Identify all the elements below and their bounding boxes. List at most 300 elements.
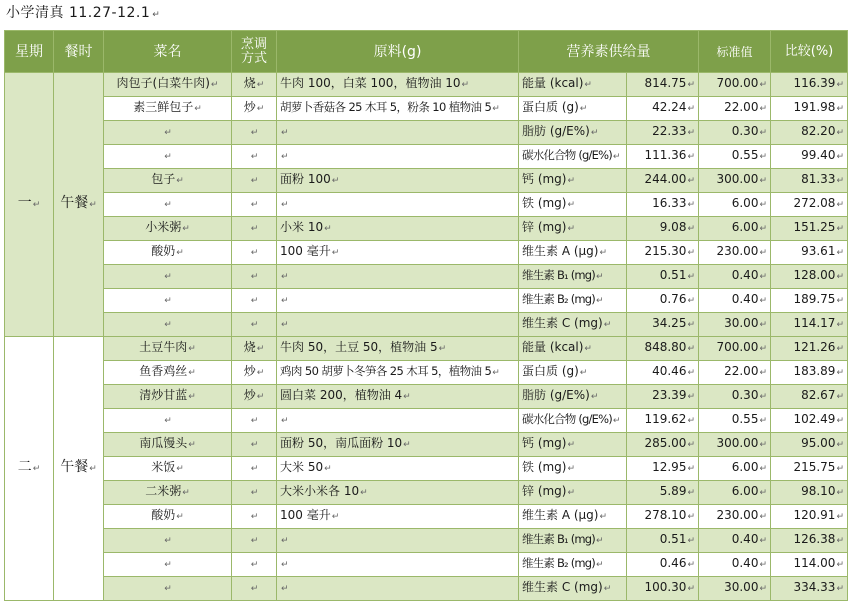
paragraph-mark-icon: ↵ xyxy=(567,488,576,498)
table-row xyxy=(5,121,848,145)
dish-cell: 素三鲜包子↵ xyxy=(104,97,232,121)
paragraph-mark-icon: ↵ xyxy=(250,536,259,546)
paragraph-mark-icon: ↵ xyxy=(281,296,289,306)
nutrient-cell: 碳水化合物 (g/E%)↵ xyxy=(519,409,627,433)
paragraph-mark-icon: ↵ xyxy=(759,200,767,210)
supply-cell: 5.89↵ xyxy=(627,481,699,505)
paragraph-mark-icon: ↵ xyxy=(836,152,844,162)
ingredients-cell: 鸡肉 50 胡萝卜冬笋各 25 木耳 5，植物油 5↵ xyxy=(277,361,519,385)
supply-cell: 40.46↵ xyxy=(627,361,699,385)
paragraph-mark-icon: ↵ xyxy=(188,344,196,354)
table-row xyxy=(5,337,848,361)
paragraph-mark-icon: ↵ xyxy=(281,200,289,210)
nutrient-cell: 维生素 B₂ (mg)↵ xyxy=(519,553,627,577)
paragraph-mark-icon: ↵ xyxy=(687,560,695,570)
ingredients-cell xyxy=(277,145,519,169)
dish-cell xyxy=(104,313,232,337)
supply-cell: 22.33↵ xyxy=(627,121,699,145)
ingredients-cell xyxy=(277,553,519,577)
day-cell: 二↵ xyxy=(5,337,54,601)
paragraph-mark-icon: ↵ xyxy=(567,200,576,210)
ratio-cell: 102.49↵ xyxy=(771,409,848,433)
method-cell xyxy=(232,193,277,217)
paragraph-mark-icon: ↵ xyxy=(182,488,190,498)
table-row xyxy=(5,409,848,433)
method-cell xyxy=(232,121,277,145)
document-title xyxy=(6,2,160,24)
table-row xyxy=(5,241,848,265)
ratio-cell: 189.75↵ xyxy=(771,289,848,313)
paragraph-mark-icon: ↵ xyxy=(759,152,767,162)
paragraph-mark-icon: ↵ xyxy=(256,344,265,354)
paragraph-mark-icon: ↵ xyxy=(360,488,368,498)
paragraph-mark-icon: ↵ xyxy=(492,104,500,114)
table-row xyxy=(5,313,848,337)
dish-cell xyxy=(104,529,232,553)
paragraph-mark-icon: ↵ xyxy=(176,464,184,474)
document-title-text: 小学清真 11.27-12.1 xyxy=(6,5,151,21)
paragraph-mark-icon: ↵ xyxy=(438,344,447,354)
ingredients-cell xyxy=(277,577,519,601)
dish-cell: 土豆牛肉↵ xyxy=(104,337,232,361)
paragraph-mark-icon: ↵ xyxy=(250,200,259,210)
ratio-cell: 81.33↵ xyxy=(771,169,848,193)
paragraph-mark-icon: ↵ xyxy=(759,368,767,378)
paragraph-mark-icon: ↵ xyxy=(759,464,767,474)
standard-cell: 6.00↵ xyxy=(699,481,771,505)
method-cell xyxy=(232,313,277,337)
paragraph-mark-icon: ↵ xyxy=(281,536,289,546)
supply-cell: 0.51↵ xyxy=(627,529,699,553)
paragraph-mark-icon: ↵ xyxy=(687,176,695,186)
day-cell: 一↵ xyxy=(5,73,54,337)
paragraph-mark-icon: ↵ xyxy=(281,320,289,330)
paragraph-mark-icon: ↵ xyxy=(281,128,289,138)
table-row xyxy=(5,97,848,121)
dish-cell: 清炒甘蓝↵ xyxy=(104,385,232,409)
paragraph-mark-icon: ↵ xyxy=(759,176,767,186)
method-cell xyxy=(232,289,277,313)
paragraph-mark-icon: ↵ xyxy=(250,272,259,282)
standard-cell: 230.00↵ xyxy=(699,241,771,265)
paragraph-mark-icon: ↵ xyxy=(590,128,599,138)
paragraph-mark-icon: ↵ xyxy=(250,320,259,330)
paragraph-mark-icon: ↵ xyxy=(687,416,695,426)
meal-cell: 午餐↵ xyxy=(54,73,104,337)
standard-cell: 0.40↵ xyxy=(699,265,771,289)
standard-cell: 300.00↵ xyxy=(699,433,771,457)
paragraph-mark-icon: ↵ xyxy=(836,296,844,306)
paragraph-mark-icon: ↵ xyxy=(164,560,172,570)
supply-cell: 0.51↵ xyxy=(627,265,699,289)
ratio-cell: 191.98↵ xyxy=(771,97,848,121)
paragraph-mark-icon: ↵ xyxy=(759,128,767,138)
ingredients-cell: 面粉 50，南瓜面粉 10↵ xyxy=(277,433,519,457)
method-cell xyxy=(232,265,277,289)
paragraph-mark-icon: ↵ xyxy=(759,320,767,330)
paragraph-mark-icon: ↵ xyxy=(256,368,265,378)
paragraph-mark-icon: ↵ xyxy=(250,440,259,450)
paragraph-mark-icon: ↵ xyxy=(687,584,695,594)
paragraph-mark-icon: ↵ xyxy=(331,176,340,186)
paragraph-mark-icon: ↵ xyxy=(250,488,259,498)
table-row xyxy=(5,457,848,481)
ingredients-cell xyxy=(277,265,519,289)
paragraph-mark-icon: ↵ xyxy=(687,368,695,378)
ingredients-cell: 胡萝卜香菇各 25 木耳 5，粉条 10 植物油 5↵ xyxy=(277,97,519,121)
paragraph-mark-icon: ↵ xyxy=(152,10,161,20)
method-cell: 烧↵ xyxy=(232,337,277,361)
supply-cell: 215.30↵ xyxy=(627,241,699,265)
paragraph-mark-icon: ↵ xyxy=(759,392,767,402)
header-row xyxy=(5,31,848,73)
supply-cell: 278.10↵ xyxy=(627,505,699,529)
paragraph-mark-icon: ↵ xyxy=(687,344,695,354)
paragraph-mark-icon: ↵ xyxy=(687,488,695,498)
ratio-cell: 98.10↵ xyxy=(771,481,848,505)
ratio-cell: 114.17↵ xyxy=(771,313,848,337)
ratio-cell: 126.38↵ xyxy=(771,529,848,553)
ratio-cell: 121.26↵ xyxy=(771,337,848,361)
nutrient-cell: 脂肪 (g/E%)↵ xyxy=(519,121,627,145)
paragraph-mark-icon: ↵ xyxy=(164,200,172,210)
paragraph-mark-icon: ↵ xyxy=(612,152,620,162)
nutrient-cell: 钙 (mg)↵ xyxy=(519,433,627,457)
standard-cell: 6.00↵ xyxy=(699,457,771,481)
paragraph-mark-icon: ↵ xyxy=(596,272,603,282)
paragraph-mark-icon: ↵ xyxy=(281,272,289,282)
paragraph-mark-icon: ↵ xyxy=(176,248,184,258)
nutrient-cell: 维生素 B₁ (mg)↵ xyxy=(519,265,627,289)
supply-cell: 244.00↵ xyxy=(627,169,699,193)
paragraph-mark-icon: ↵ xyxy=(256,80,265,90)
paragraph-mark-icon: ↵ xyxy=(836,488,844,498)
paragraph-mark-icon: ↵ xyxy=(687,464,695,474)
table-body xyxy=(5,73,848,601)
ratio-cell: 272.08↵ xyxy=(771,193,848,217)
paragraph-mark-icon: ↵ xyxy=(567,176,576,186)
paragraph-mark-icon: ↵ xyxy=(164,416,172,426)
paragraph-mark-icon: ↵ xyxy=(687,272,695,282)
ingredients-cell: 100 毫升↵ xyxy=(277,505,519,529)
standard-cell: 300.00↵ xyxy=(699,169,771,193)
dish-cell xyxy=(104,121,232,145)
paragraph-mark-icon: ↵ xyxy=(176,512,184,522)
supply-cell: 111.36↵ xyxy=(627,145,699,169)
header-standard: 标准值 xyxy=(699,31,771,73)
paragraph-mark-icon: ↵ xyxy=(567,440,576,450)
paragraph-mark-icon: ↵ xyxy=(250,224,259,234)
nutrient-cell: 能量 (kcal)↵ xyxy=(519,337,627,361)
ratio-cell: 82.67↵ xyxy=(771,385,848,409)
standard-cell: 0.40↵ xyxy=(699,553,771,577)
paragraph-mark-icon: ↵ xyxy=(759,488,767,498)
method-cell xyxy=(232,481,277,505)
paragraph-mark-icon: ↵ xyxy=(164,296,172,306)
supply-cell: 814.75↵ xyxy=(627,73,699,97)
method-cell xyxy=(232,217,277,241)
ratio-cell: 215.75↵ xyxy=(771,457,848,481)
ingredients-cell: 100 毫升↵ xyxy=(277,241,519,265)
supply-cell: 9.08↵ xyxy=(627,217,699,241)
nutrient-cell: 维生素 A (μg)↵ xyxy=(519,241,627,265)
paragraph-mark-icon: ↵ xyxy=(836,584,844,594)
dish-cell xyxy=(104,553,232,577)
standard-cell: 0.40↵ xyxy=(699,529,771,553)
paragraph-mark-icon: ↵ xyxy=(567,464,576,474)
ingredients-cell xyxy=(277,409,519,433)
standard-cell: 6.00↵ xyxy=(699,193,771,217)
paragraph-mark-icon: ↵ xyxy=(687,296,695,306)
ingredients-cell: 小米 10↵ xyxy=(277,217,519,241)
paragraph-mark-icon: ↵ xyxy=(164,128,172,138)
paragraph-mark-icon: ↵ xyxy=(164,536,172,546)
header-nutrient: 营养素供给量 xyxy=(519,31,699,73)
paragraph-mark-icon: ↵ xyxy=(687,536,695,546)
paragraph-mark-icon: ↵ xyxy=(250,296,259,306)
paragraph-mark-icon: ↵ xyxy=(331,512,340,522)
ratio-cell: 120.91↵ xyxy=(771,505,848,529)
ingredients-cell: 大米 50↵ xyxy=(277,457,519,481)
supply-cell: 119.62↵ xyxy=(627,409,699,433)
header-ratio: 比较(%) xyxy=(771,31,848,73)
table-row xyxy=(5,553,848,577)
paragraph-mark-icon: ↵ xyxy=(759,440,767,450)
nutrient-cell: 能量 (kcal)↵ xyxy=(519,73,627,97)
paragraph-mark-icon: ↵ xyxy=(331,248,340,258)
nutrient-cell: 维生素 A (μg)↵ xyxy=(519,505,627,529)
paragraph-mark-icon: ↵ xyxy=(836,224,844,234)
nutrient-cell: 铁 (mg)↵ xyxy=(519,193,627,217)
method-cell xyxy=(232,505,277,529)
dish-cell: 米饭↵ xyxy=(104,457,232,481)
nutrient-cell: 铁 (mg)↵ xyxy=(519,457,627,481)
ratio-cell: 95.00↵ xyxy=(771,433,848,457)
table-row xyxy=(5,289,848,313)
paragraph-mark-icon: ↵ xyxy=(461,80,470,90)
standard-cell: 0.30↵ xyxy=(699,385,771,409)
ratio-cell: 116.39↵ xyxy=(771,73,848,97)
paragraph-mark-icon: ↵ xyxy=(836,80,844,90)
nutrient-cell: 脂肪 (g/E%)↵ xyxy=(519,385,627,409)
paragraph-mark-icon: ↵ xyxy=(579,104,588,114)
paragraph-mark-icon: ↵ xyxy=(836,512,844,522)
ratio-cell: 128.00↵ xyxy=(771,265,848,289)
paragraph-mark-icon: ↵ xyxy=(164,152,172,162)
ratio-cell: 183.89↵ xyxy=(771,361,848,385)
standard-cell: 6.00↵ xyxy=(699,217,771,241)
supply-cell: 848.80↵ xyxy=(627,337,699,361)
nutrient-cell: 蛋白质 (g)↵ xyxy=(519,97,627,121)
method-cell xyxy=(232,577,277,601)
paragraph-mark-icon: ↵ xyxy=(759,296,767,306)
paragraph-mark-icon: ↵ xyxy=(210,80,219,90)
table-row xyxy=(5,265,848,289)
paragraph-mark-icon: ↵ xyxy=(281,584,289,594)
standard-cell: 700.00↵ xyxy=(699,337,771,361)
ingredients-cell: 圆白菜 200，植物油 4↵ xyxy=(277,385,519,409)
paragraph-mark-icon: ↵ xyxy=(599,512,608,522)
paragraph-mark-icon: ↵ xyxy=(836,560,844,570)
header-method: 烹调方式 xyxy=(232,31,277,73)
paragraph-mark-icon: ↵ xyxy=(596,296,603,306)
ingredients-cell xyxy=(277,121,519,145)
paragraph-mark-icon: ↵ xyxy=(687,440,695,450)
dish-cell xyxy=(104,577,232,601)
paragraph-mark-icon: ↵ xyxy=(687,200,695,210)
method-cell: 炒↵ xyxy=(232,385,277,409)
table-row xyxy=(5,577,848,601)
paragraph-mark-icon: ↵ xyxy=(281,416,289,426)
table-row xyxy=(5,481,848,505)
ingredients-cell: 大米小米各 10↵ xyxy=(277,481,519,505)
standard-cell: 30.00↵ xyxy=(699,313,771,337)
method-cell: 炒↵ xyxy=(232,97,277,121)
supply-cell: 23.39↵ xyxy=(627,385,699,409)
supply-cell: 16.33↵ xyxy=(627,193,699,217)
paragraph-mark-icon: ↵ xyxy=(584,80,592,90)
supply-cell: 34.25↵ xyxy=(627,313,699,337)
table-row xyxy=(5,385,848,409)
standard-cell: 0.55↵ xyxy=(699,145,771,169)
header-meal: 餐时 xyxy=(54,31,104,73)
nutrient-cell: 碳水化合物 (g/E%)↵ xyxy=(519,145,627,169)
paragraph-mark-icon: ↵ xyxy=(836,536,844,546)
paragraph-mark-icon: ↵ xyxy=(759,416,767,426)
dish-cell xyxy=(104,193,232,217)
dish-cell xyxy=(104,289,232,313)
paragraph-mark-icon: ↵ xyxy=(759,104,767,114)
paragraph-mark-icon: ↵ xyxy=(403,392,411,402)
ingredients-cell: 面粉 100↵ xyxy=(277,169,519,193)
paragraph-mark-icon: ↵ xyxy=(759,80,767,90)
table-row xyxy=(5,73,848,97)
table-row xyxy=(5,217,848,241)
paragraph-mark-icon: ↵ xyxy=(188,392,196,402)
paragraph-mark-icon: ↵ xyxy=(250,416,259,426)
method-cell xyxy=(232,409,277,433)
paragraph-mark-icon: ↵ xyxy=(836,200,844,210)
nutrient-cell: 钙 (mg)↵ xyxy=(519,169,627,193)
nutrient-cell: 锌 (mg)↵ xyxy=(519,481,627,505)
ratio-cell: 114.00↵ xyxy=(771,553,848,577)
paragraph-mark-icon: ↵ xyxy=(599,248,608,258)
ingredients-cell xyxy=(277,289,519,313)
ratio-cell: 334.33↵ xyxy=(771,577,848,601)
paragraph-mark-icon: ↵ xyxy=(164,584,172,594)
nutrient-cell: 蛋白质 (g)↵ xyxy=(519,361,627,385)
menu-nutrition-table xyxy=(4,30,848,601)
paragraph-mark-icon: ↵ xyxy=(687,128,695,138)
paragraph-mark-icon: ↵ xyxy=(567,224,576,234)
paragraph-mark-icon: ↵ xyxy=(182,224,190,234)
header-dish: 菜名 xyxy=(104,31,232,73)
ingredients-cell xyxy=(277,313,519,337)
table-row xyxy=(5,169,848,193)
ingredients-cell: 牛肉 50，土豆 50，植物油 5↵ xyxy=(277,337,519,361)
supply-cell: 285.00↵ xyxy=(627,433,699,457)
method-cell xyxy=(232,145,277,169)
header-day: 星期 xyxy=(5,31,54,73)
table-header xyxy=(5,31,848,73)
table-row xyxy=(5,145,848,169)
supply-cell: 100.30↵ xyxy=(627,577,699,601)
paragraph-mark-icon: ↵ xyxy=(492,368,500,378)
paragraph-mark-icon: ↵ xyxy=(324,224,332,234)
paragraph-mark-icon: ↵ xyxy=(250,560,259,570)
dish-cell: 二米粥↵ xyxy=(104,481,232,505)
paragraph-mark-icon: ↵ xyxy=(596,560,603,570)
table-row xyxy=(5,361,848,385)
ratio-cell: 93.61↵ xyxy=(771,241,848,265)
header-ingredients: 原料(g) xyxy=(277,31,519,73)
nutrient-cell: 锌 (mg)↵ xyxy=(519,217,627,241)
paragraph-mark-icon: ↵ xyxy=(759,512,767,522)
paragraph-mark-icon: ↵ xyxy=(250,464,259,474)
paragraph-mark-icon: ↵ xyxy=(324,464,332,474)
dish-cell: 南瓜馒头↵ xyxy=(104,433,232,457)
ingredients-cell xyxy=(277,193,519,217)
paragraph-mark-icon: ↵ xyxy=(603,584,612,594)
paragraph-mark-icon: ↵ xyxy=(836,416,844,426)
nutrient-cell: 维生素 C (mg)↵ xyxy=(519,577,627,601)
paragraph-mark-icon: ↵ xyxy=(164,272,172,282)
ratio-cell: 82.20↵ xyxy=(771,121,848,145)
nutrient-cell: 维生素 C (mg)↵ xyxy=(519,313,627,337)
method-cell xyxy=(232,529,277,553)
dish-cell: 小米粥↵ xyxy=(104,217,232,241)
paragraph-mark-icon: ↵ xyxy=(250,128,259,138)
supply-cell: 12.95↵ xyxy=(627,457,699,481)
paragraph-mark-icon: ↵ xyxy=(836,320,844,330)
paragraph-mark-icon: ↵ xyxy=(32,200,41,210)
paragraph-mark-icon: ↵ xyxy=(256,392,265,402)
paragraph-mark-icon: ↵ xyxy=(687,80,695,90)
paragraph-mark-icon: ↵ xyxy=(250,176,259,186)
standard-cell: 30.00↵ xyxy=(699,577,771,601)
paragraph-mark-icon: ↵ xyxy=(836,128,844,138)
paragraph-mark-icon: ↵ xyxy=(89,464,97,474)
table-row xyxy=(5,505,848,529)
standard-cell: 0.55↵ xyxy=(699,409,771,433)
standard-cell: 22.00↵ xyxy=(699,361,771,385)
table-row xyxy=(5,529,848,553)
paragraph-mark-icon: ↵ xyxy=(759,584,767,594)
paragraph-mark-icon: ↵ xyxy=(194,104,202,114)
dish-cell: 肉包子(白菜牛肉)↵ xyxy=(104,73,232,97)
method-cell xyxy=(232,241,277,265)
standard-cell: 22.00↵ xyxy=(699,97,771,121)
supply-cell: 0.46↵ xyxy=(627,553,699,577)
paragraph-mark-icon: ↵ xyxy=(281,560,289,570)
paragraph-mark-icon: ↵ xyxy=(590,392,599,402)
paragraph-mark-icon: ↵ xyxy=(188,440,196,450)
dish-cell: 包子↵ xyxy=(104,169,232,193)
method-cell: 烧↵ xyxy=(232,73,277,97)
table-row xyxy=(5,433,848,457)
paragraph-mark-icon: ↵ xyxy=(759,536,767,546)
method-cell xyxy=(232,457,277,481)
paragraph-mark-icon: ↵ xyxy=(836,176,844,186)
paragraph-mark-icon: ↵ xyxy=(250,152,259,162)
paragraph-mark-icon: ↵ xyxy=(759,224,767,234)
standard-cell: 700.00↵ xyxy=(699,73,771,97)
dish-cell: 酸奶↵ xyxy=(104,241,232,265)
dish-cell: 酸奶↵ xyxy=(104,505,232,529)
supply-cell: 42.24↵ xyxy=(627,97,699,121)
paragraph-mark-icon: ↵ xyxy=(176,176,184,186)
paragraph-mark-icon: ↵ xyxy=(836,392,844,402)
